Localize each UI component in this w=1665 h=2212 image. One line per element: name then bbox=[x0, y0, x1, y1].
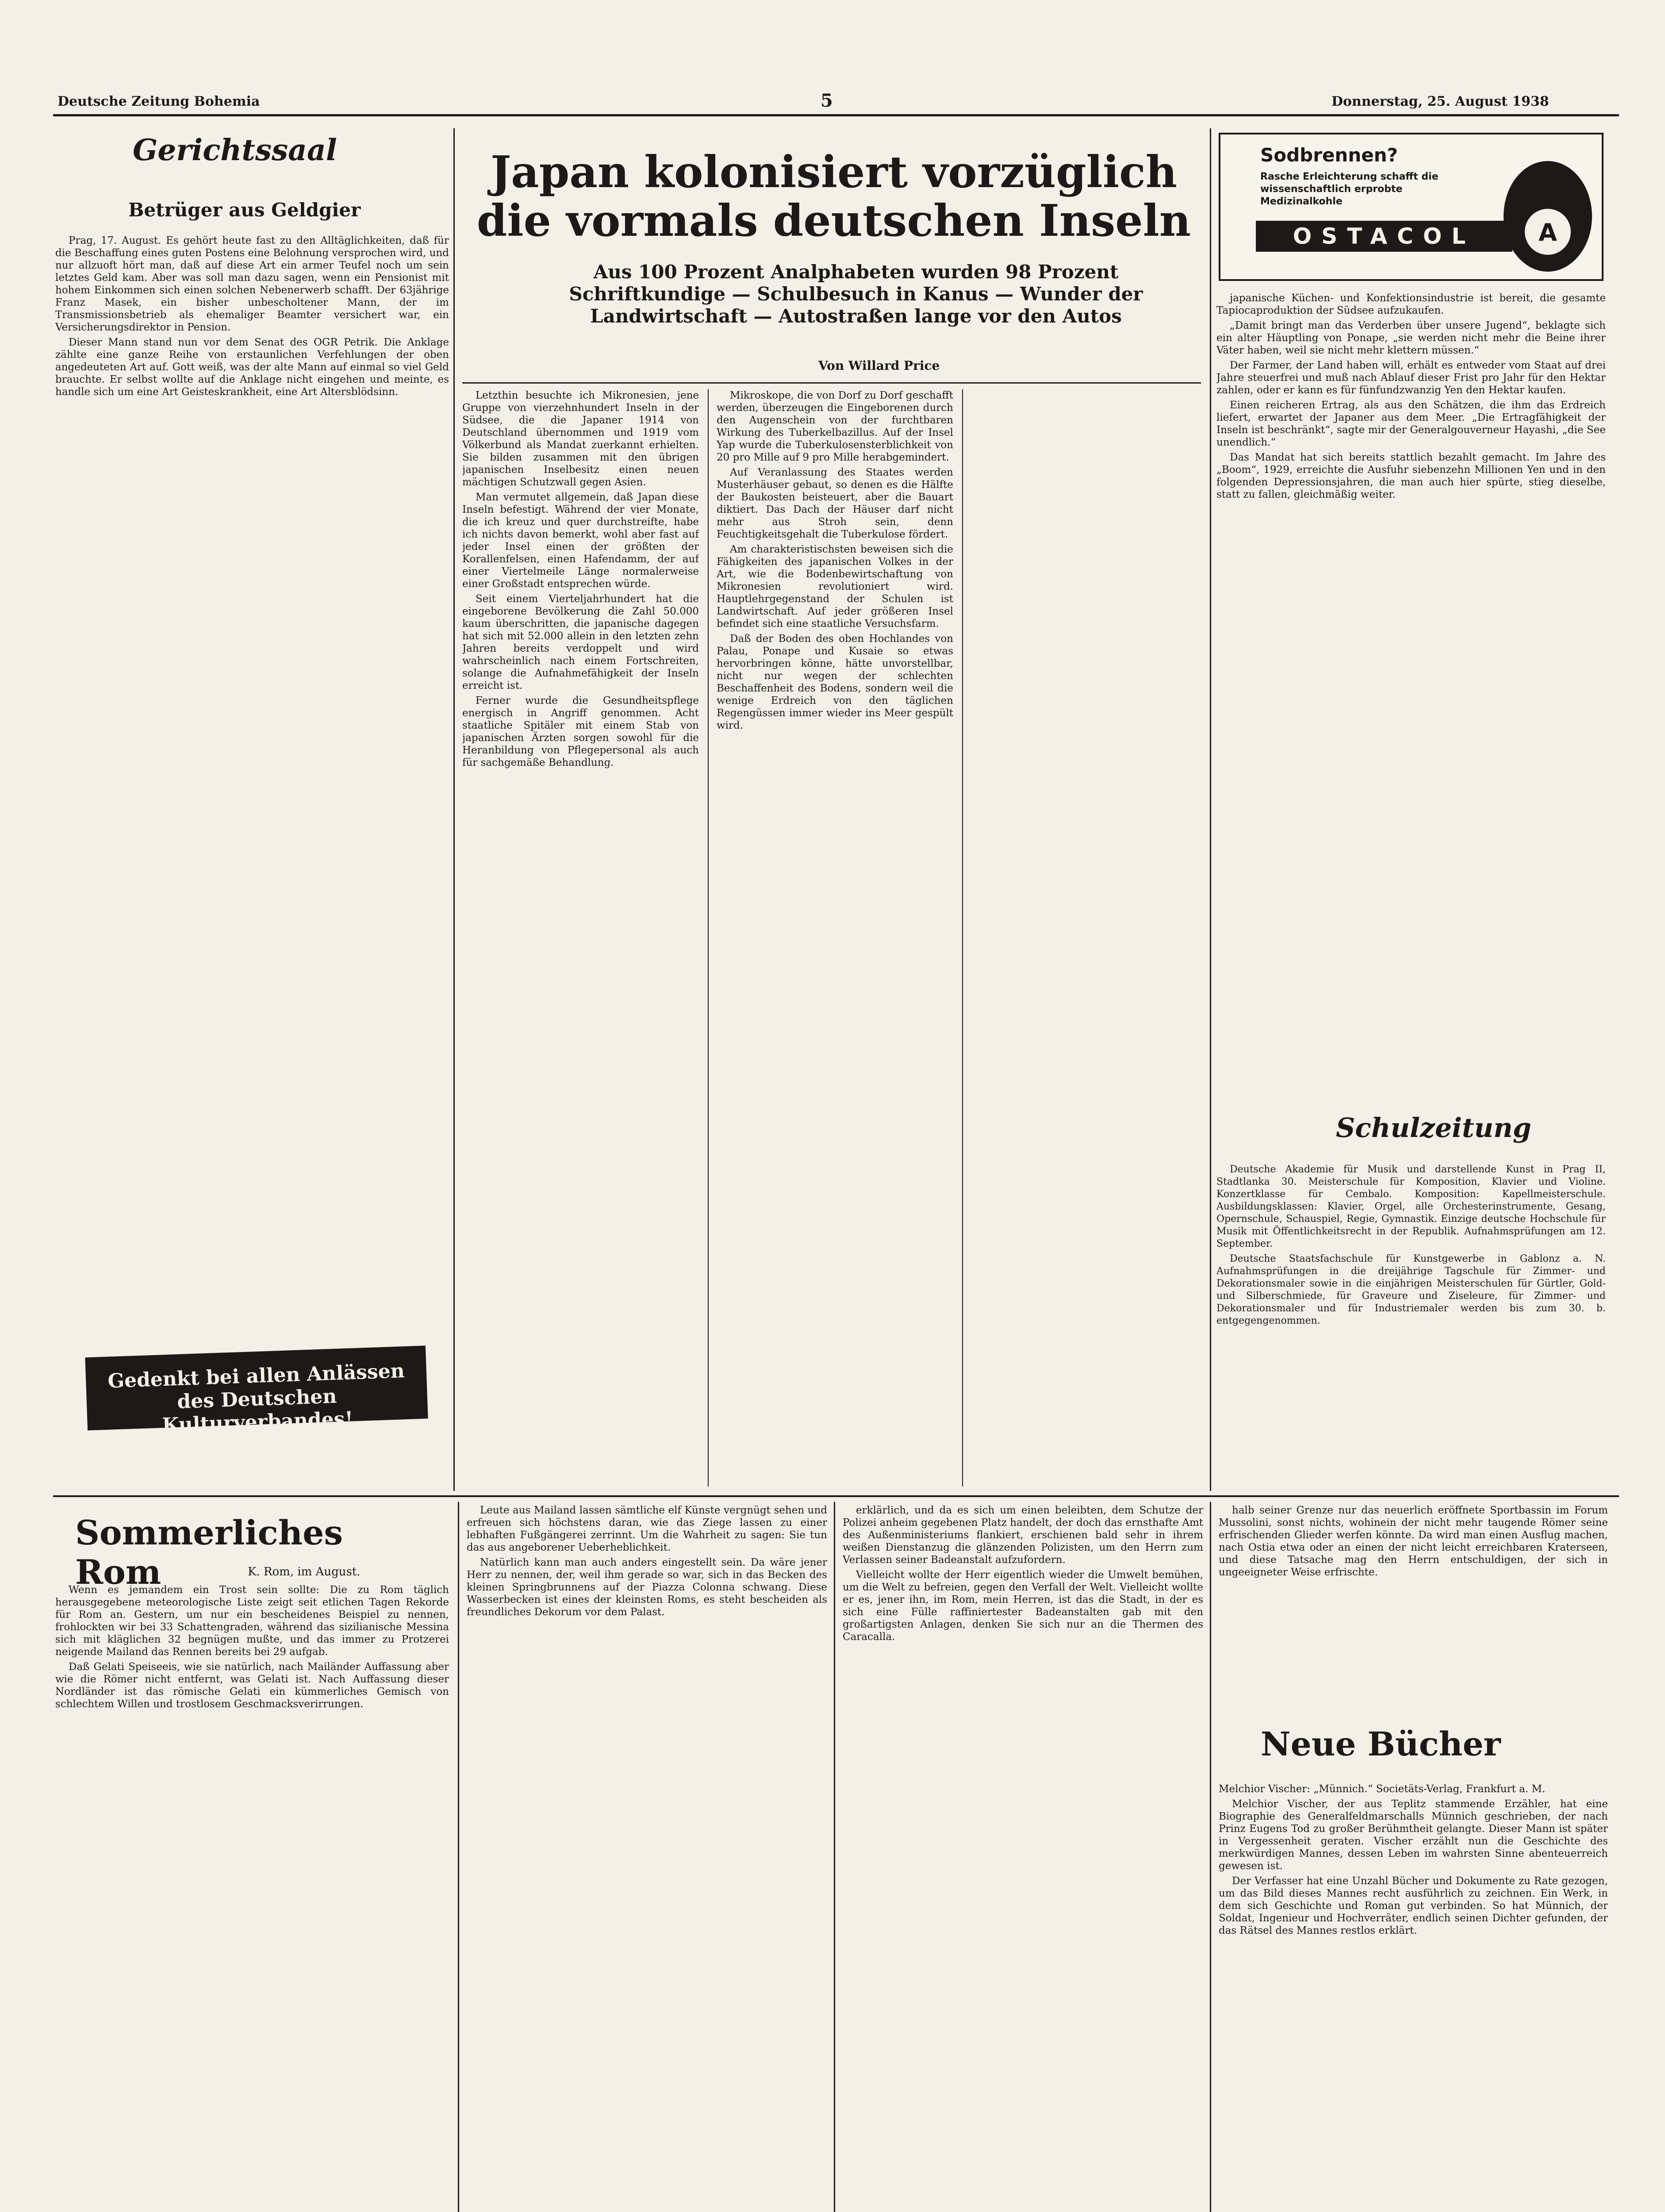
column-rule bbox=[453, 128, 455, 1491]
article-paragraph: Am charakteristischsten beweisen sich die Fähigkeiten des japanischen Volkes in der Art, wie die Bodenbewirtschaftung von Mikronesien revolutioniert wird. Hauptlehrgegenstand der Schulen ist Landwirtschaft. Auf jeder größeren Insel befindet sich eine staatliche Versuchsfarm. bbox=[717, 544, 953, 630]
svg-text:A: A bbox=[1538, 219, 1557, 246]
column-rule bbox=[834, 1502, 835, 2212]
article-paragraph: Auf Veranlassung des Staates werden Musterhäuser gebaut, so denen es die Hälfte der Baukosten beisteuert, aber die Bauart diktiert. Das Dach der Häuser darf nicht mehr aus Stroh sein, denn Feuchtigkeitsgehalt die Tuberkulose fördert. bbox=[717, 467, 953, 540]
article-paragraph: Daß der Boden des oben Hochlandes von Palau, Ponape und Kusaie so etwas hervorbringen könne, hätte unvorstellbar, nicht nur wegen der schlechten Beschaffenheit des Bodens, sondern weil die wenige Erdreich von den täglichen Regengüssen immer wieder ins Meer gespült wird. bbox=[717, 633, 953, 731]
article-paragraph: Dieser Mann stand nun vor dem Senat des OGR Petrik. Die Anklage zählte eine ganze Reihe von erstaunlichen Verfehlungen der oben angedeuteten Art auf. Gott weiß, was der alte Mann auf einmal so viel Geld brauchte. Er selbst wollte auf die Anklage nicht eingehen und meinte, es handle sich um eine Art Geisteskrankheit, eine Art Altersblödsinn. bbox=[55, 337, 449, 398]
column-rule bbox=[458, 1502, 459, 2212]
gericht-article bbox=[55, 234, 449, 1314]
section-gerichtssaal: Gerichtssaal bbox=[133, 133, 337, 167]
column-rule bbox=[1210, 128, 1211, 1491]
japan-byline: Von Willard Price bbox=[818, 358, 940, 373]
gericht-headline: Betrüger aus Geldgier bbox=[128, 199, 361, 221]
section-schulzeitung: Schulzeitung bbox=[1336, 1113, 1531, 1144]
article-paragraph: Einen reicheren Ertrag, als aus den Schätzen, die ihm das Erdreich liefert, erwartet der Japaner aus dem Meer. „Die Ertragfähigkeit der Inseln ist beschränkt“, sagte mir der Generalgouverneur Hayashi, „die See unendlich.“ bbox=[1216, 399, 1606, 448]
japan-headline-line: Japan kolonisiert vorzüglich bbox=[490, 147, 1178, 198]
rom-col-3 bbox=[843, 1504, 1203, 2212]
article-paragraph: Das Mandat hat sich bereits stattlich bezahlt gemacht. Im Jahre des „Boom“, 1929, erreichte die Ausfuhr siebenzehn Millionen Yen und in den folgenden Depressionsjahren, die man auch hier spürte, stieg dieselbe, statt zu fallen, gleichmäßig weiter. bbox=[1216, 452, 1606, 500]
article-paragraph: „Damit bringt man das Verderben über unsere Jugend“, beklagte sich ein alter Häuptling von Ponape, „sie werden nicht mehr die Beine ihrer Väter haben, weil sie nicht mehr klettern müssen.“ bbox=[1216, 320, 1606, 356]
article-paragraph: Der Verfasser hat eine Unzahl Bücher und Dokumente zu Rate gezogen, um das Bild dieses Mannes recht ausführlich zu zeichnen. Ein Werk, in dem sich Geschichte und Roman gut verbinden. So hat Münnich, der Soldat, Ingenieur und Hochverräter, endlich seinen Dichter gefunden, der das Rätsel des Mannes restlos erklärt. bbox=[1219, 1875, 1608, 1936]
ad-text: Rasche Erleichterung schafft die wissenschaftlich erprobte Medizinalkohle bbox=[1260, 171, 1439, 207]
column-rule bbox=[1210, 1502, 1211, 2212]
ad-figure-icon bbox=[1504, 161, 1592, 272]
japan-col-1 bbox=[462, 389, 699, 1486]
ad-headline: Sodbrennen? bbox=[1260, 144, 1398, 166]
article-paragraph: Vielleicht wollte der Herr eigentlich wieder die Umwelt bemühen, um die Welt zu befreien, gegen den Verfall der Welt. Vielleicht wollte er es, jener ihn, im Rom, mein Herren, ist das die Stadt, in der es sich eine Fülle raffiniertester Badeanstalten gab mit den großartigsten Anlagen, denken Sie sich nur an die Thermen des Caracalla. bbox=[843, 1569, 1203, 1643]
kulturverband-banner: Gedenkt bei allen Anlässen des Deutschen Kulturverbandes! bbox=[85, 1346, 428, 1431]
article-paragraph: Prag, 17. August. Es gehört heute fast zu den Alltäglichkeiten, daß für die Beschaffung eines guten Postens eine Belohnung versprochen wird, und nur allzuoft hört man, daß auf diese Art ein armer Teufel noch um sein letztes Geld kam. Aber was soll man dazu sagen, wenn ein Pensionist mit hohem Einkommen sich einen solchen Nebenerwerb schafft. Der 63jährige Franz Masek, ein bisher unbescholtener Mann, der im Transmissionsbetrieb als ehemaliger Beamter versichert war, ein Versicherungsdirektor in Pension. bbox=[55, 235, 449, 333]
buecher-article bbox=[1219, 1783, 1608, 2212]
article-paragraph: Mikroskope, die von Dorf zu Dorf geschafft werden, überzeugen die Eingeborenen durch den Augenschein von der furchtbaren Wirkung des Tuberkelbazillus. Auf der Insel Yap wurde die Tuberkulosensterblichkeit von 20 pro Mille auf 9 pro Mille herabgemindert. bbox=[717, 390, 953, 463]
article-paragraph: Wenn es jemandem ein Trost sein sollte: Die zu Rom täglich herausgegebene meteorologische Liste zeigt seit etlichen Tagen Rekorde für Rom an. Gestern, um nur ein bescheidenes Beispiel zu nennen, frohlockten wir bei 33 Schattengraden, während das sizilianische Messina sich mit kläglichen 32 begnügen mußte, und das immer zu Protzerei neigende Mailand das Rennen bereits bei 29 aufgab. bbox=[55, 1584, 449, 1658]
masthead-date: Donnerstag, 25. August 1938 bbox=[1331, 94, 1549, 109]
article-paragraph: japanische Küchen- und Konfektionsindustrie ist bereit, die gesamte Tapiocaproduktion der Südsee aufzukaufen. bbox=[1216, 292, 1606, 316]
article-paragraph: erklärlich, und da es sich um einen beleibten, dem Schutze der Polizei anheim gegebenen Platz handelt, der doch das ernsthafte Amt des Außenministeriums flankiert, erschienen bald sehr in ihrem weißen Dienstanzug die glänzenden Polizisten, um den Herrn zum Verlassen seiner Badeanstalt aufzufordern. bbox=[843, 1505, 1203, 1566]
article-paragraph: Letzthin besuchte ich Mikronesien, jene Gruppe von vierzehnhundert Inseln in der Südsee, die die Japaner 1914 von Deutschland übernommen und 1919 vom Völkerbund als Mandat zuerkannt erhielten. Sie bilden zusammen mit den übrigen japanischen Inselbesitz einen neuen mächtigen Schutzwall gegen Asien. bbox=[462, 390, 699, 488]
article-paragraph: Natürlich kann man auch anders eingestellt sein. Da wäre jener Herr zu nennen, der, weil ihm gerade so war, sich in das Becken des kleinen Springbrunnens auf der Piazza Colonna schwang. Diese Wasserbecken ist eines der kleinsten Roms, es steht bescheiden als freundliches Dekorum vor dem Palast. bbox=[467, 1557, 827, 1618]
japan-headline-line: die vormals deutschen Inseln bbox=[476, 196, 1191, 246]
article-paragraph: Seit einem Vierteljahrhundert hat die eingeborene Bevölkerung die Zahl 50.000 kaum überschritten, die japanische dagegen hat sich mit 52.000 allein in den letzten zehn Jahren bereits verdoppelt und wird wahrscheinlich nach einem Fortschreiten, solange die Aufnahmefähigkeit der Inseln erreicht ist. bbox=[462, 593, 699, 691]
rom-dateline: K. Rom, im August. bbox=[248, 1565, 361, 1578]
ad-figure-icon bbox=[1504, 161, 1592, 272]
masthead-paper: Deutsche Zeitung Bohemia bbox=[58, 94, 260, 109]
rom-col-4 bbox=[1219, 1504, 1608, 1717]
article-paragraph: Deutsche Staatsfachschule für Kunstgewerbe in Gablonz a. N. Aufnahmsprüfungen in die dreijährige Tagschule für Zimmer- und Dekorationsmaler sowie in die einjährigen Meisterschulen für Gürtler, Gold- und Silberschmiede, für Graveure und Ziseleure, für Zimmer- und Dekorationsmaler und für Industriemaler werden bis zum 30. b. entgegengenommen. bbox=[1216, 1253, 1606, 1326]
article-paragraph: halb seiner Grenze nur das neuerlich eröffnete Sportbassin im Forum Mussolini, sonst nichts, wohinein der nicht mehr taugende Römer seine erfrischenden Glieder werfen könnte. Da wird man einen Ausflug machen, nach Ostia etwa oder an einen der nicht leicht erreichbaren Kraterseen, und diese Tatsache mag den Herrn entschuldigen, der sich in ungeeigneter Weise erfrischte. bbox=[1219, 1505, 1608, 1578]
rom-col-1 bbox=[55, 1584, 449, 2212]
column-rule bbox=[962, 389, 963, 1486]
article-paragraph: Der Farmer, der Land haben will, erhält es entweder vom Staat auf drei Jahre steuerfrei und muß nach Ablauf dieser Frist pro Jahr für den Hektar zahlen, oder er kann es für fünfundzwanzig Yen den Hektar kaufen. bbox=[1216, 360, 1606, 396]
rom-headline: Sommerliches Rom bbox=[75, 1513, 343, 1592]
ostacol-ad bbox=[1219, 133, 1604, 281]
rom-col-2 bbox=[467, 1504, 827, 2212]
article-paragraph: Deutsche Akademie für Musik und darstellende Kunst in Prag II, Stadtlanka 30. Meisterschule für Komposition, Klavier und Violine. Konzertklasse für Cembalo. Komposition: Kapellmeisterschule. Ausbildungsklassen: Klavier, Orgel, alle Orchesterinstrumente, Gesang, Opernschule, Schauspiel, Regie, Gymnastik. Einzige deutsche Hochschule für Musik mit Öffentlichkeitsrecht in der Republik. Aufnahmsprüfungen am 12. September. bbox=[1216, 1164, 1606, 1249]
schul-article bbox=[1216, 1164, 1606, 1482]
section-divider bbox=[53, 1495, 1619, 1497]
article-paragraph: Leute aus Mailand lassen sämtliche elf Künste vergnügt sehen und erfreuen sich höchstens daran, wie das Ziege lassen zu einer lebhaften Fußgängerei zerrinnt. Um die Wahrheit zu sagen: Sie tun das aus angeborener Ueberheblichkeit. bbox=[467, 1505, 827, 1553]
section-neue-buecher: Neue Bücher bbox=[1261, 1725, 1501, 1763]
masthead-rule bbox=[53, 114, 1619, 116]
article-paragraph: Man vermutet allgemein, daß Japan diese Inseln befestigt. Während der vier Monate, die ich kreuz und quer durchstreifte, habe ich nichts davon bemerkt, wohl aber fast auf jeder Insel einen der größten der Korallenfelsen, einen Hafendamm, der auf einer Viertelmeile Länge normalerweise einer Großstadt entsprechen würde. bbox=[462, 492, 699, 590]
article-paragraph: Melchior Vischer: „Münnich.“ Societäts-Verlag, Frankfurt a. M. bbox=[1219, 1783, 1546, 1795]
article-paragraph: Daß Gelati Speiseeis, wie sie natürlich, nach Mailänder Auffassung aber wie die Römer nicht entfernt, was Gelati ist. Nach Auffassung dieser Nordländer ist das römische Gelati ein kümmerliches Gemisch von schlechtem Willen und trostlosem Geschmacksverirrungen. bbox=[55, 1661, 449, 1710]
column-rule bbox=[708, 389, 709, 1486]
japan-col-2 bbox=[717, 389, 953, 1486]
ad-brand: OSTACOL bbox=[1256, 221, 1512, 252]
japan-deck-rule bbox=[462, 382, 1201, 384]
article-paragraph: Melchior Vischer, der aus Teplitz stammende Erzähler, hat eine Biographie des Generalfeldmarschalls Münnich geschrieben, der nach Prinz Eugens Tod zu großer Berühmtheit gelangte. Dieser Mann ist später in Vergessenheit geraten. Vischer erzählt nun die Geschichte des merkwürdigen Mannes, dessen Leben im wahrsten Sinne abenteuerreich gewesen ist. bbox=[1219, 1798, 1608, 1872]
japan-deck: Aus 100 Prozent Analphabeten wurden 98 Prozent Schriftkundige — Schulbesuch in Kanus — Wunder der Landwirtschaft — Autostraßen lange vor den Autos bbox=[569, 261, 1143, 327]
japan-headline bbox=[469, 148, 1199, 246]
masthead-page: 5 bbox=[821, 90, 833, 111]
article-paragraph: Ferner wurde die Gesundheitspflege energisch in Angriff genommen. Acht staatliche Spitäler mit einem Stab von japanischen Ärzten sorgen sowohl für die Heranbildung von Pflegepersonal als auch für sachgemäße Behandlung. bbox=[462, 695, 699, 768]
japan-col-3 bbox=[1216, 292, 1606, 1106]
